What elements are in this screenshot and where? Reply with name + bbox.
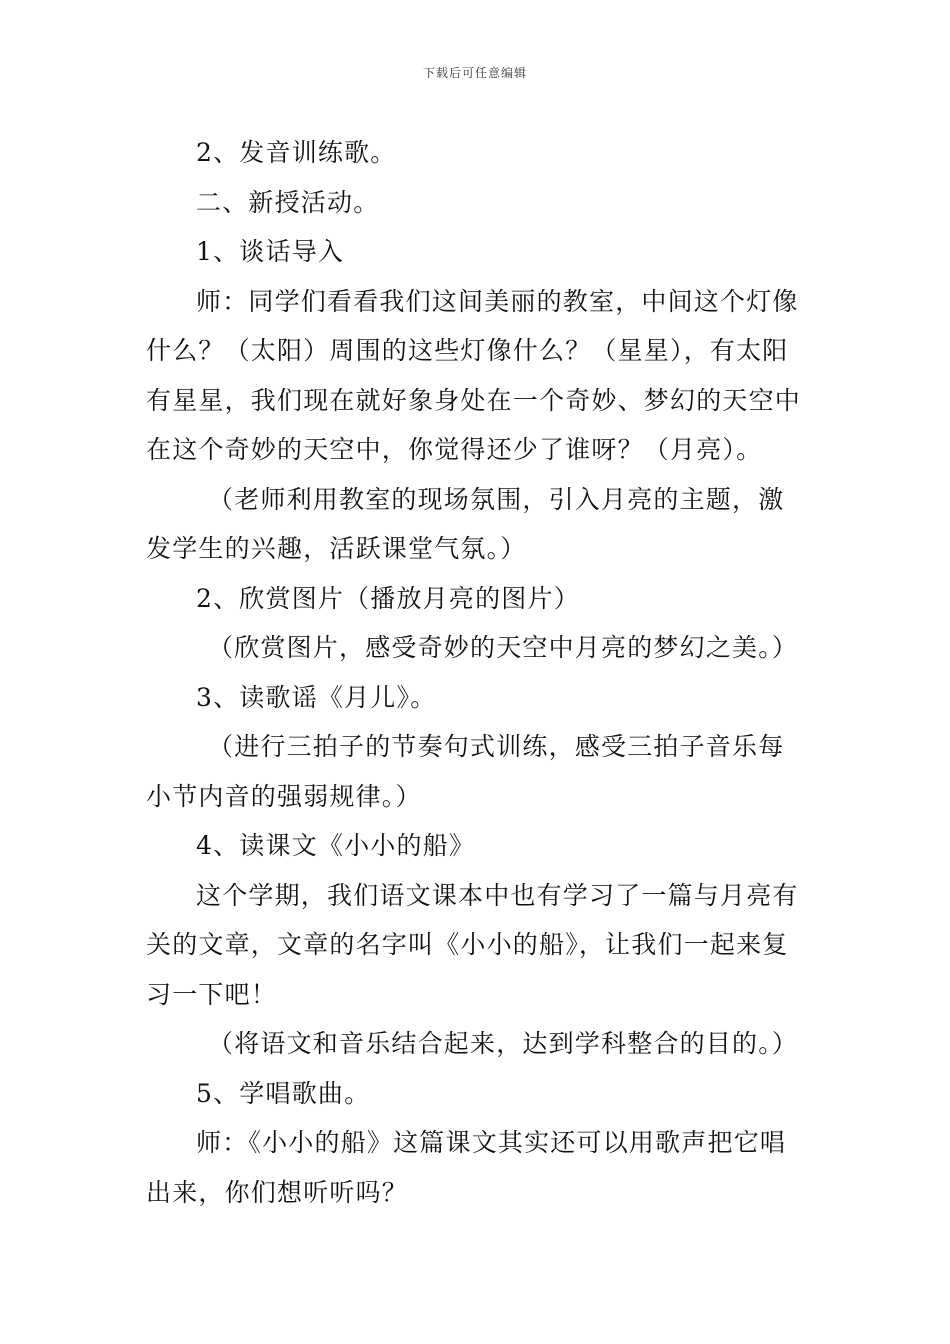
- page-header: 下载后可任意编辑: [422, 66, 527, 80]
- paragraph-note-atmosphere: （老师利用教室的现场氛围，引入月亮的主题，激发学生的兴趣，活跃课堂气氛。）: [146, 484, 785, 563]
- paragraph-read-rhyme: 3、读歌谣《月儿》。: [196, 682, 437, 712]
- section-heading-new-activity: 二、新授活动。: [196, 187, 380, 217]
- paragraph-read-text: 4、读课文《小小的船》: [196, 831, 476, 860]
- paragraph-note-rhythm: （进行三拍子的节奏句式训练，感受三拍子音乐每小节内音的强弱规律。）: [146, 732, 785, 811]
- paragraph-learn-song: 5、学唱歌曲。: [196, 1078, 371, 1108]
- paragraph-training-song: 2、发音训练歌。: [196, 138, 397, 167]
- paragraph-note-integration: （将语文和音乐结合起来，达到学科整合的目的。）: [208, 1029, 799, 1058]
- paragraph-note-pictures: （欣赏图片，感受奇妙的天空中月亮的梦幻之美。）: [208, 633, 799, 662]
- paragraph-appreciate-pictures: 2、欣赏图片（播放月亮的图片）: [196, 583, 580, 613]
- paragraph-review-text: 这个学期，我们语文课本中也有学习了一篇与月亮有关的文章，文章的名字叫《小小的船》，让我们一起来复习一下吧！: [146, 880, 799, 1009]
- paragraph-teacher-question: 师：同学们看看我们这间美丽的教室，中间这个灯像什么？（太阳）周围的这些灯像什么？（星星），有太阳有星星，我们现在就好象身处在一个奇妙、梦幻的天空中在这个奇妙的天空中，你觉得还少了谁呀？（月亮）。: [146, 286, 802, 464]
- paragraph-teacher-song: 师：《小小的船》这篇课文其实还可以用歌声把它唱出来，你们想听听吗？: [146, 1128, 787, 1207]
- document-body: [146, 128, 810, 1217]
- paragraph-introduction-heading: 1、谈话导入: [196, 237, 345, 266]
